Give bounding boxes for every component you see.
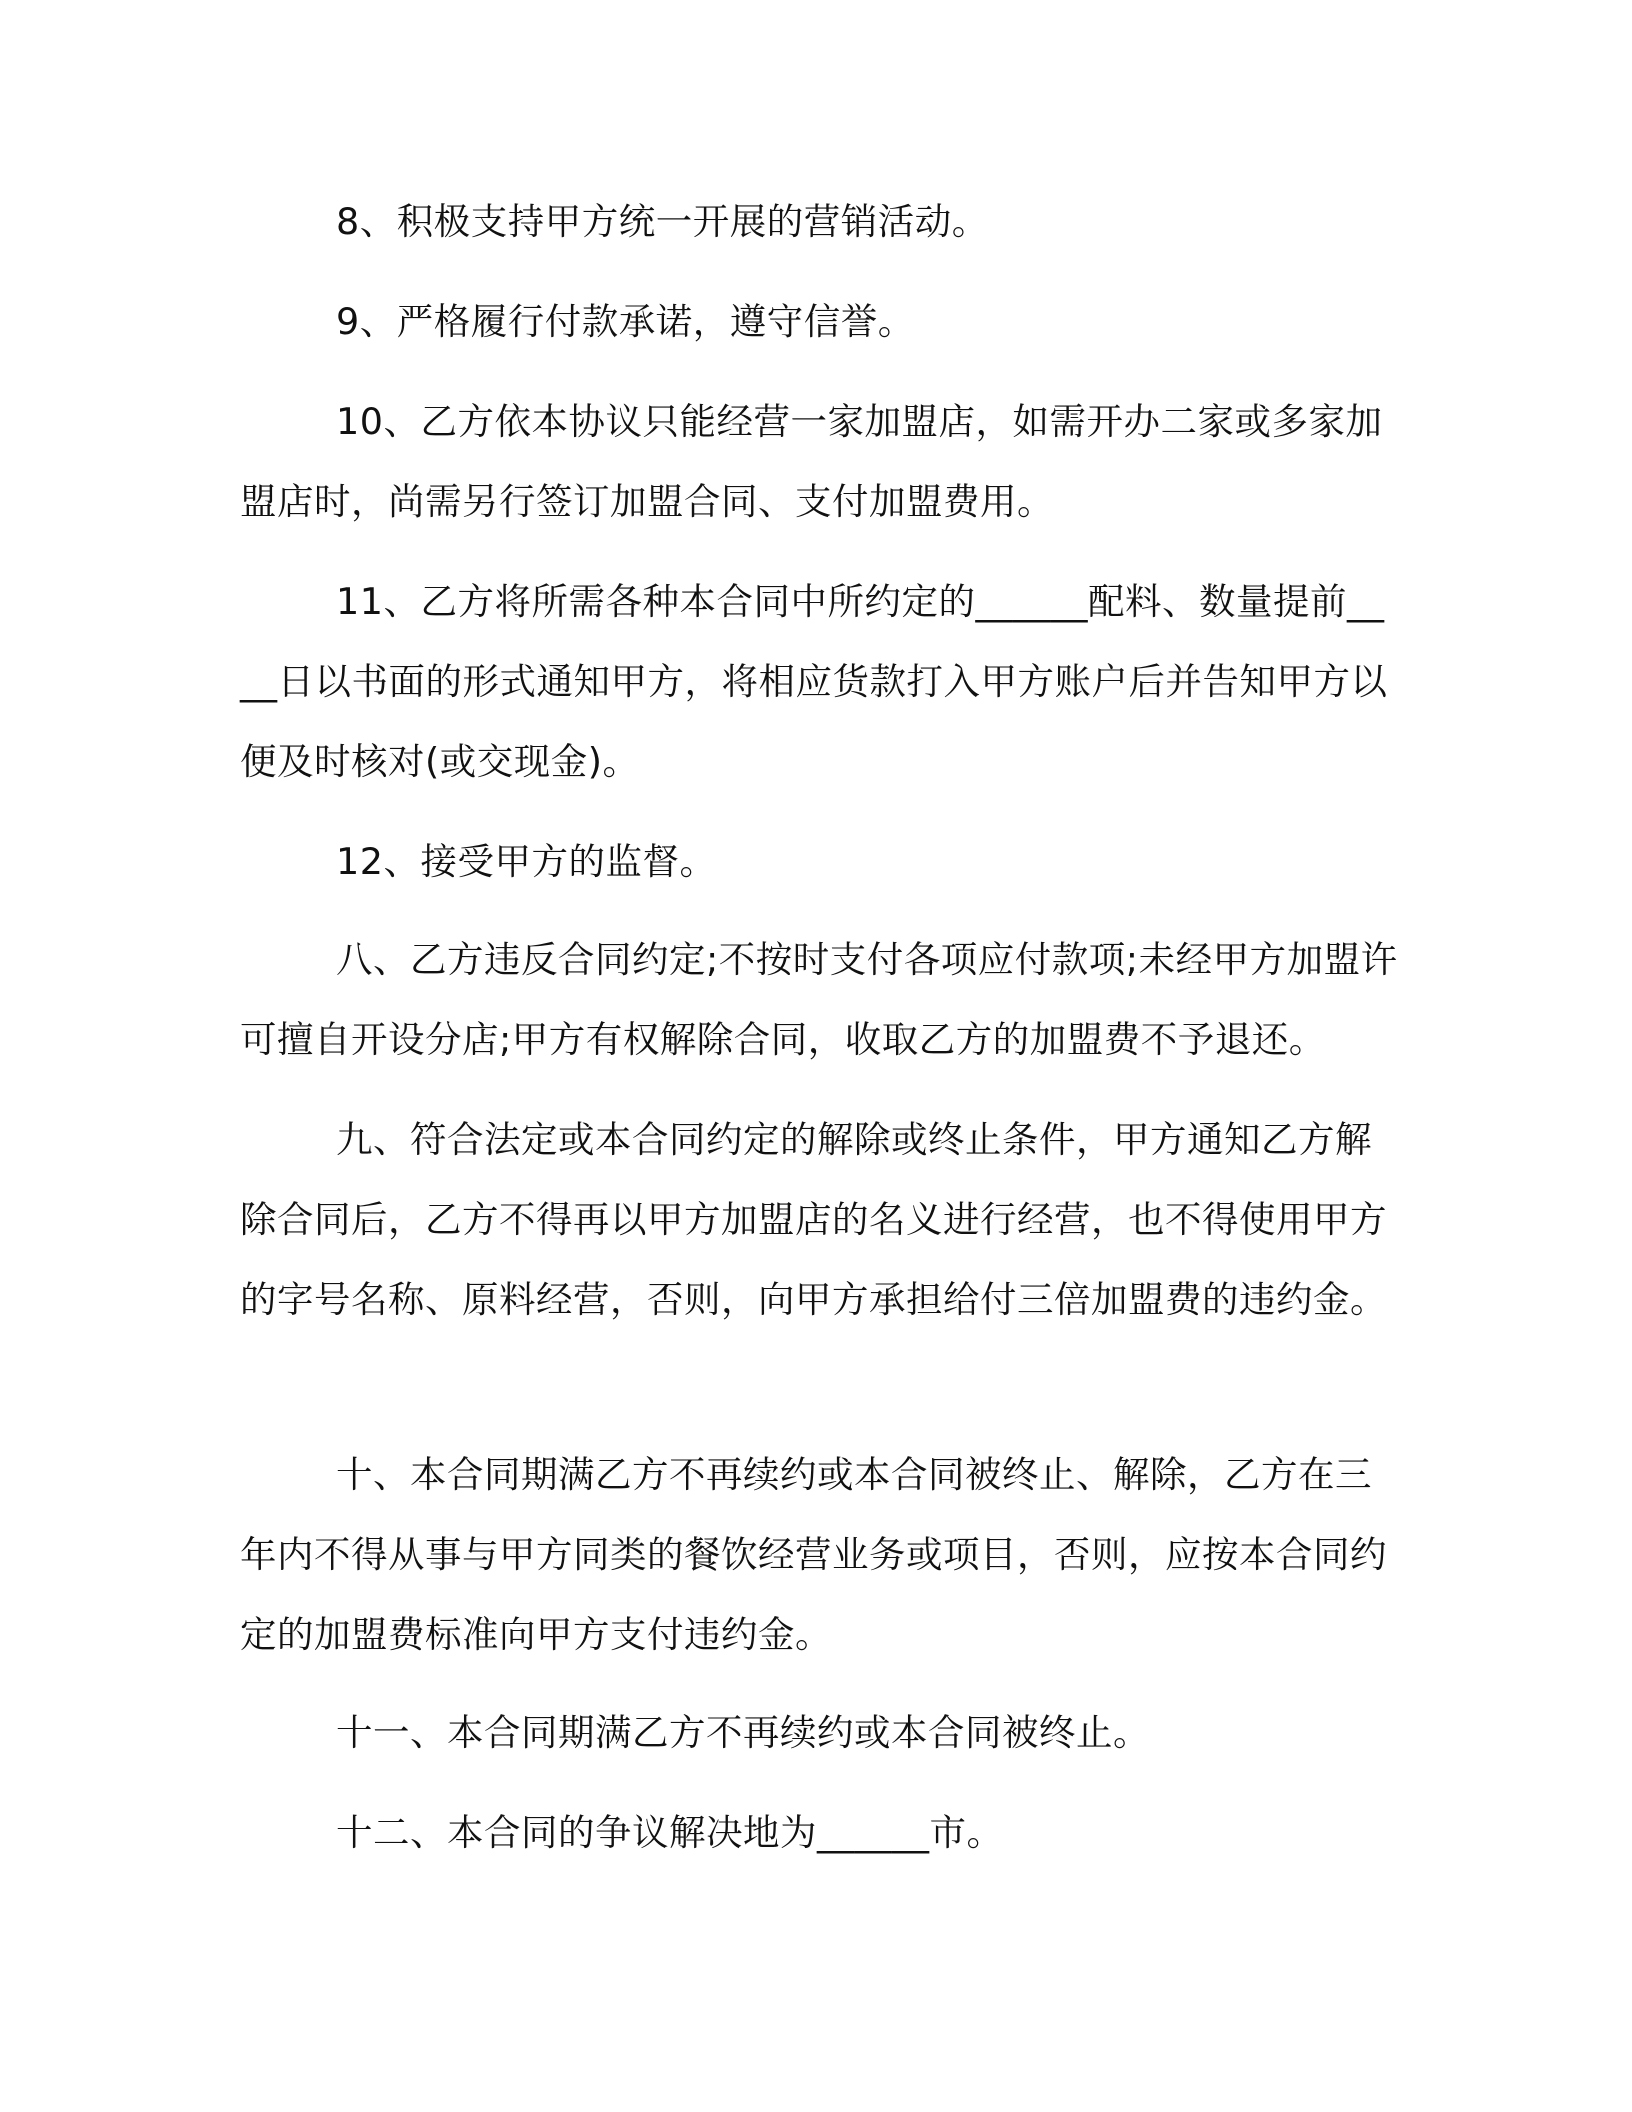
article-11: 十一、本合同期满乙方不再续约或本合同被终止。 [336,1711,1150,1754]
clause-9: 9、严格履行付款承诺，遵守信誉。 [336,300,915,343]
article-12: 十二、本合同的争议解决地为______市。 [336,1811,1004,1854]
article-10: 十、本合同期满乙方不再续约或本合同被终止、解除，乙方在三年内不得从事与甲方同类的餐饮经营业务或项目，否则，应按本合同约定的加盟费标准向甲方支付违约金。 [240,1453,1387,1656]
clause-11: 11、乙方将所需各种本合同中所约定的______配料、数量提前____日以书面的形式通知甲方，将相应货款打入甲方账户后并告知甲方以便及时核对(或交现金)。 [240,580,1388,783]
article-8: 八、乙方违反合同约定;不按时支付各项应付款项;未经甲方加盟许可擅自开设分店;甲方有权解除合同，收取乙方的加盟费不予退还。 [240,938,1398,1061]
clause-10: 10、乙方依本协议只能经营一家加盟店，如需开办二家或多家加盟店时，尚需另行签订加盟合同、支付加盟费用。 [240,400,1383,523]
clause-8: 8、积极支持甲方统一开展的营销活动。 [336,200,989,243]
article-9: 九、符合法定或本合同约定的解除或终止条件，甲方通知乙方解除合同后，乙方不得再以甲方加盟店的名义进行经营，也不得使用甲方的字号名称、原料经营，否则，向甲方承担给付三倍加盟费的违约金。 [240,1118,1387,1321]
clause-12: 12、接受甲方的监督。 [336,840,717,883]
